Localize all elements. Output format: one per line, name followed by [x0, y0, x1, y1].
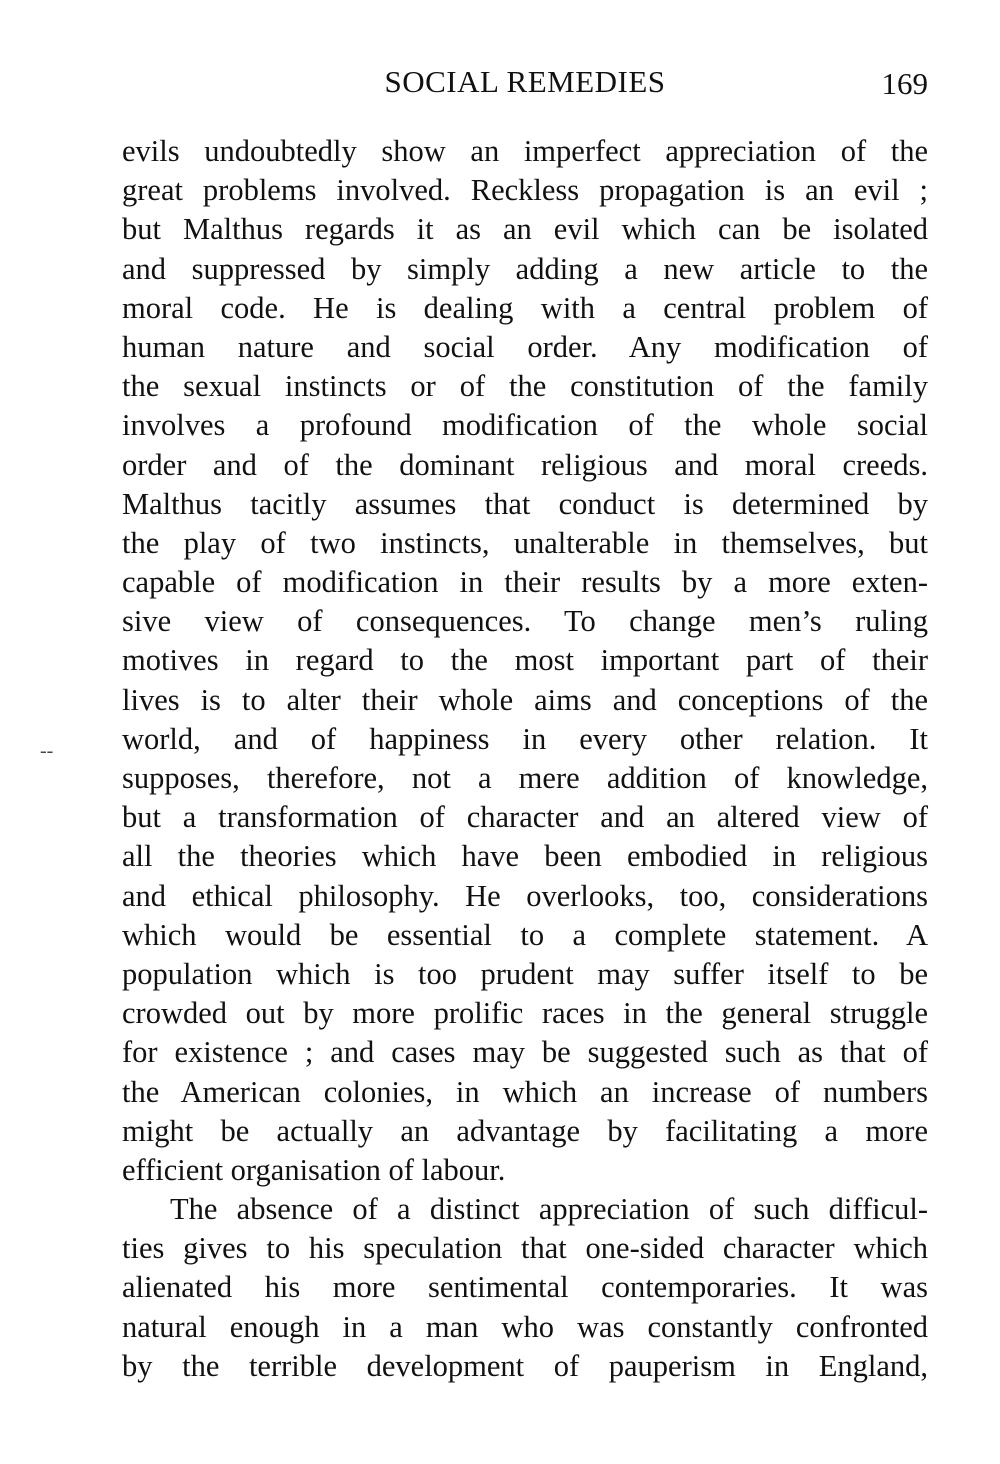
page-header — [122, 64, 928, 104]
paragraph-1 — [122, 132, 928, 1190]
text-line: natural enough in a man who was constantly confronted — [122, 1309, 928, 1344]
text-line: lives is to alter their whole aims and conceptions of the — [122, 682, 928, 717]
text-line: might be actually an advantage by facilitating a more — [122, 1113, 928, 1148]
margin-mark: -- — [40, 740, 54, 762]
text-line: great problems involved. Reckless propagation is an evil ; — [122, 173, 928, 208]
text-line: crowded out by more prolific races in the general struggle — [122, 996, 928, 1031]
text-line: sive view of consequences. To change men’s ruling — [122, 604, 928, 639]
text-line: capable of modification in their results by a more exten- — [122, 565, 928, 600]
text-line: for existence ; and cases may be suggested such as that of — [122, 1035, 928, 1070]
text-line: The absence of a distinct appreciation of such difficul- — [170, 1192, 928, 1227]
text-line: human nature and social order. Any modification of — [122, 329, 928, 364]
text-line: the play of two instincts, unalterable in themselves, but — [122, 525, 928, 560]
text-line: world, and of happiness in every other relation. It — [122, 721, 928, 756]
text-line: by the terrible development of pauperism in England, — [122, 1348, 928, 1383]
text-line: moral code. He is dealing with a central problem of — [122, 290, 928, 325]
text-line: Malthus tacitly assumes that conduct is determined by — [122, 486, 928, 521]
text-line: population which is too prudent may suffer itself to be — [122, 956, 928, 991]
body-text — [122, 132, 928, 1386]
text-line: and ethical philosophy. He overlooks, too, considerations — [122, 878, 928, 913]
text-line: supposes, therefore, not a mere addition of knowledge, — [122, 761, 928, 795]
text-line: the American colonies, in which an increase of numbers — [122, 1074, 928, 1109]
page-number: 169 — [881, 66, 928, 101]
text-line: involves a profound modification of the whole social — [122, 408, 928, 443]
text-line: and suppressed by simply adding a new article to the — [122, 251, 928, 286]
text-line: motives in regard to the most important part of their — [122, 643, 928, 678]
text-line: but a transformation of character and an altered view of — [122, 800, 928, 835]
text-line: efficient organisation of labour. — [122, 1152, 506, 1187]
text-line: alienated his more sentimental contemporaries. It was — [122, 1270, 928, 1305]
text-line: but Malthus regards it as an evil which can be isolated — [122, 212, 928, 247]
text-line: order and of the dominant religious and moral creeds. — [122, 447, 928, 482]
text-line: the sexual instincts or of the constitution of the family — [122, 369, 928, 404]
running-head: SOCIAL REMEDIES — [384, 64, 666, 99]
text-line: which would be essential to a complete statement. A — [122, 917, 928, 952]
text-line: evils undoubtedly show an imperfect appreciation of the — [122, 134, 928, 168]
text-line: ties gives to his speculation that one-sided character which — [122, 1231, 928, 1266]
paragraph-2 — [122, 1190, 928, 1386]
text-line: all the theories which have been embodied in religious — [122, 839, 928, 874]
